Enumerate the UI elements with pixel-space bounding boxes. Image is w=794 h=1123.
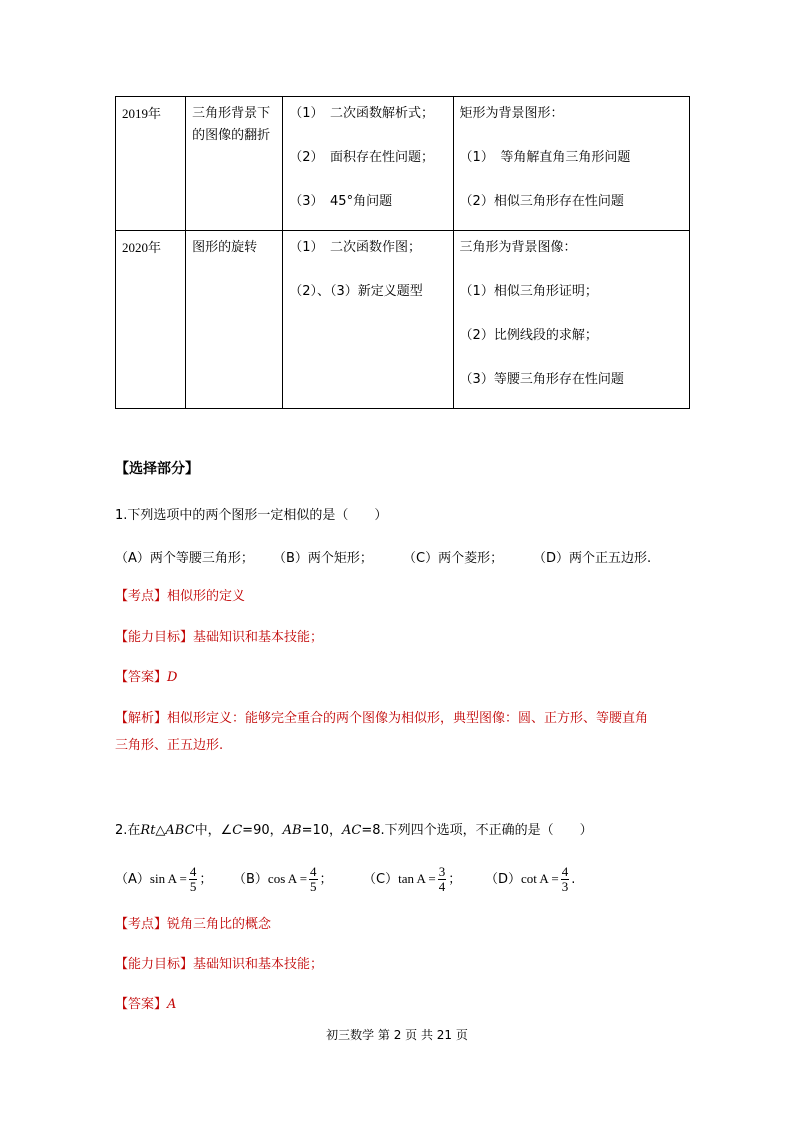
section-heading: 【选择部分】 [115,461,199,477]
option-label: （D） [485,872,522,887]
option-c [363,864,485,895]
fraction [561,865,570,894]
topic-cell [186,231,283,409]
page-footer: 初三数学 第 2 页 共 21 页 [326,1028,468,1042]
stem-text: 2.在 [115,823,141,838]
numerator: 3 [438,864,446,879]
ability-text: 基础知识和基本技能； [193,957,324,972]
option-a: （A）两个等腰三角形； [115,551,254,566]
ability-tag: 【能力目标】 [115,630,194,645]
topic-text: 三角形背景下的图像的翻折 [192,106,271,143]
list-item: （2）、（3）新定义题型 [289,284,423,299]
denominator: 4 [438,879,446,894]
option-label: （B） [233,872,268,887]
separator: ； [199,872,213,887]
list-item: （3） 45°角问题 [289,194,393,209]
stem-ab: AB [282,823,302,838]
option-d [485,864,575,895]
answer-tag: 【答案】 [115,997,168,1012]
numerator: 4 [310,864,317,879]
question-1-options [115,549,695,569]
list-item: （2） 面积存在性问题； [289,150,435,165]
cell-title: 矩形为背景图形： [459,106,564,121]
list-item: （1） 二次函数解析式； [289,106,435,121]
denominator: 3 [561,879,569,894]
option-b [233,864,363,895]
stem-triangle: △ABC [155,823,195,838]
stem-text: =8.下列四个选项，不正确的是（ ） [361,823,593,838]
analysis-tag: 【解析】 [115,711,168,726]
kaodian-text: 锐角三角比的概念 [167,917,272,932]
stem-text: =10， [301,823,342,838]
topic-cell [186,97,283,231]
list-item: （1）相似三角形证明； [459,284,598,299]
question-1-kaodian [115,587,695,607]
list-item: （3）等腰三角形存在性问题 [459,372,624,387]
separator: ； [319,872,333,887]
analysis-text-line1: 相似形定义：能够完全重合的两个图像为相似形，典型图像：圆、正方形、等腰直角 [167,711,649,726]
separator: . [571,872,576,887]
fraction [189,865,198,894]
numerator: 4 [189,864,197,879]
stem-text: 中，∠ [194,823,233,838]
answer-tag: 【答案】 [115,670,168,685]
question-1-stem: 1.下列选项中的两个图形一定相似的是（ ） [115,508,388,523]
option-label: （C） [363,872,399,887]
question-1-answer [115,668,695,688]
question-2-options [115,864,695,895]
question-2-ability [115,955,695,975]
denominator: 5 [310,879,317,894]
stem-ac: AC [342,823,362,838]
exam-analysis-table [115,96,690,409]
cell-title: 三角形为背景图像： [459,240,577,255]
year-cell: 2019年 [116,97,186,231]
topic-text: 图形的旋转 [192,240,258,255]
option-function: sin A = [149,871,187,886]
background-cell [453,231,689,409]
option-function: tan A = [398,871,436,886]
analysis-text-line2: 三角形、正五边形. [115,738,224,753]
table-row [116,231,690,409]
question-2-answer [115,995,695,1015]
option-function: cos A = [267,871,308,886]
answer-text: D [167,670,178,685]
stem-angle-c: C [232,823,243,838]
option-function: cot A = [521,871,559,886]
background-cell [453,97,689,231]
ability-text: 基础知识和基本技能； [193,630,324,645]
fraction [438,865,447,894]
list-item: （2）相似三角形存在性问题 [459,194,624,209]
denominator: 5 [189,879,197,894]
option-d: （D）两个正五边形. [533,551,652,566]
question-2-stem [115,821,695,841]
stem-rt: Rt [140,823,156,838]
option-label: （A） [115,872,150,887]
question-types-cell [283,97,453,231]
question-2-kaodian [115,915,695,935]
question-types-cell [283,231,453,409]
separator: ； [448,872,462,887]
stem-text: =90， [242,823,283,838]
ability-tag: 【能力目标】 [115,957,194,972]
answer-text: A [167,997,177,1012]
year-cell: 2020年 [116,231,186,409]
list-item: （1） 等角解直角三角形问题 [459,150,631,165]
numerator: 4 [561,864,569,879]
kaodian-text: 相似形的定义 [167,589,246,604]
list-item: （1） 二次函数作图； [289,240,422,255]
option-c: （C）两个菱形； [403,551,504,566]
option-b: （B）两个矩形； [273,551,373,566]
kaodian-tag: 【考点】 [115,589,168,604]
fraction [309,865,318,894]
kaodian-tag: 【考点】 [115,917,168,932]
list-item: （2）比例线段的求解； [459,328,598,343]
option-a [115,864,233,895]
table-row [116,97,690,231]
question-1-analysis [115,709,695,729]
question-1-ability [115,628,695,648]
